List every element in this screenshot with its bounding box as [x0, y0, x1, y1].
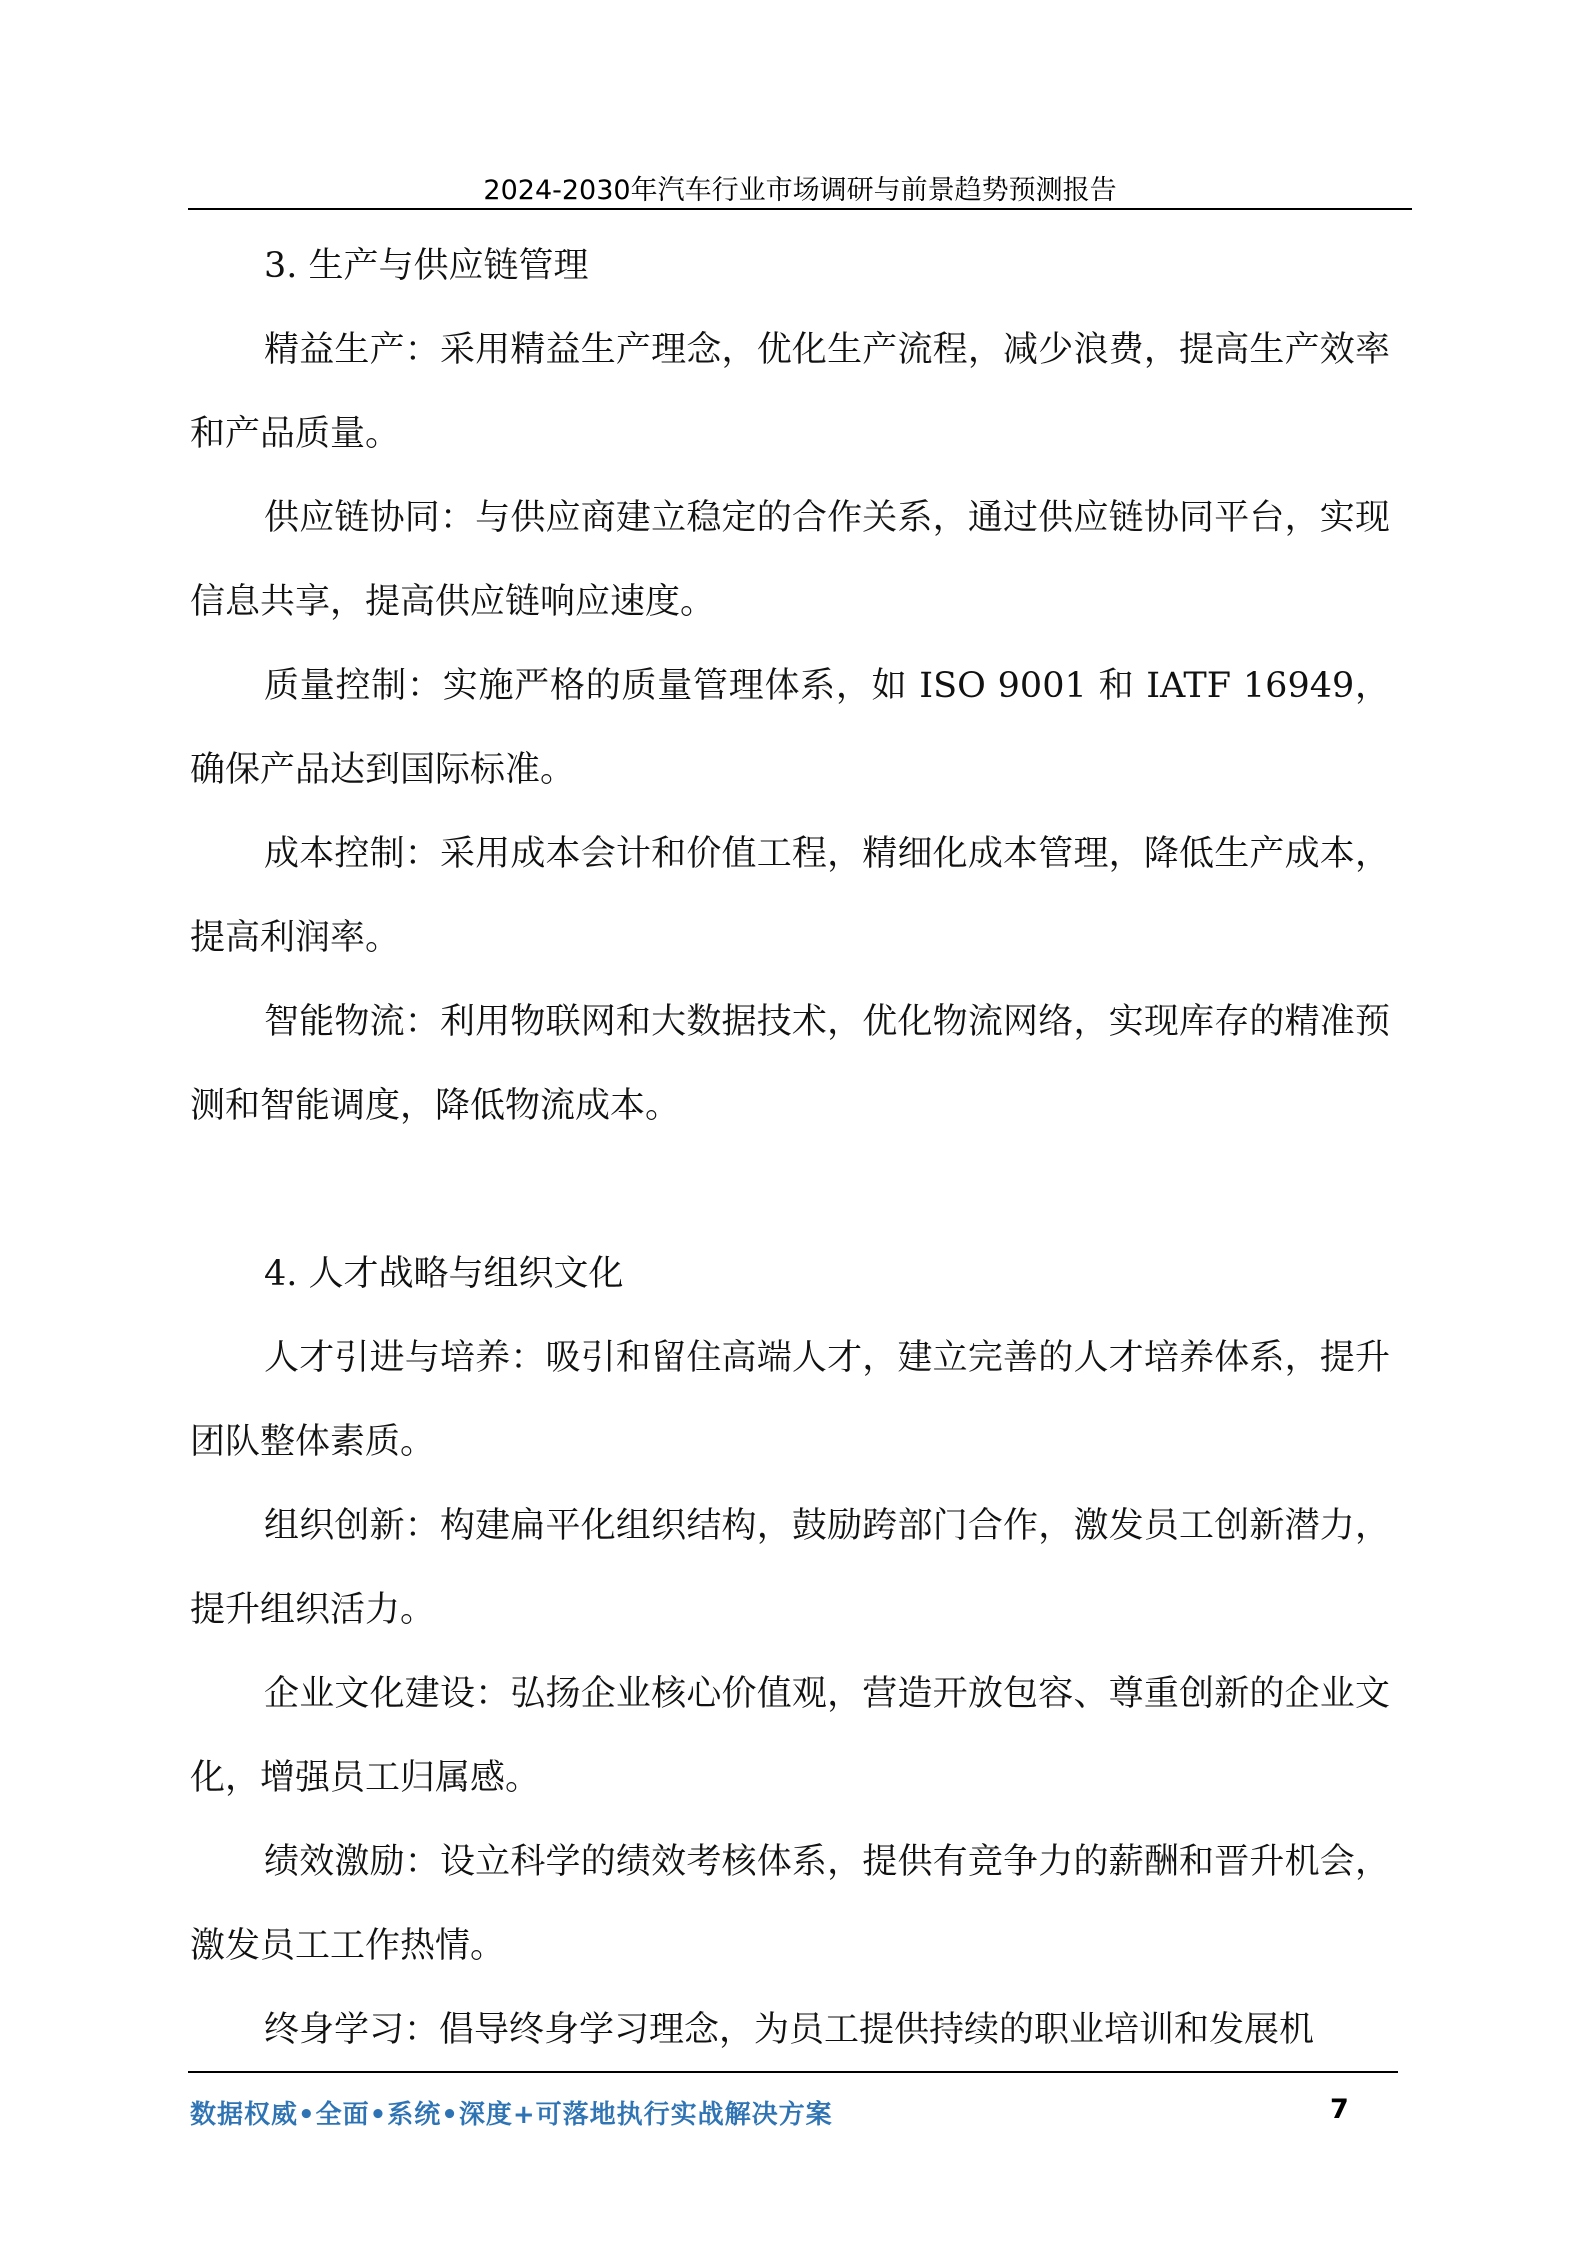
header-divider — [188, 208, 1412, 210]
section-heading: 3. 生产与供应链管理 — [264, 246, 589, 286]
paragraph: 人才引进与培养：吸引和留住高端人才，建立完善的人才培养体系，提升团队整体素质。 — [190, 1338, 1390, 1462]
section-talent-culture — [190, 1232, 1390, 2072]
section-spacer — [190, 1148, 1390, 1232]
paragraph: 组织创新：构建扁平化组织结构，鼓励跨部门合作，激发员工创新潜力，提升组织活力。 — [190, 1506, 1390, 1630]
page-number: 7 — [1330, 2094, 1349, 2125]
paragraph: 智能物流：利用物联网和大数据技术，优化物流网络，实现库存的精准预测和智能调度，降低物流成本。 — [190, 1002, 1390, 1126]
paragraph: 供应链协同：与供应商建立稳定的合作关系，通过供应链协同平台，实现信息共享，提高供应链响应速度。 — [190, 498, 1390, 622]
paragraph: 绩效激励：设立科学的绩效考核体系，提供有竞争力的薪酬和晋升机会，激发员工工作热情。 — [190, 1842, 1390, 1966]
paragraph: 质量控制：实施严格的质量管理体系，如 ISO 9001 和 IATF 16949，确保产品达到国际标准。 — [190, 666, 1390, 790]
paragraph: 企业文化建设：弘扬企业核心价值观，营造开放包容、尊重创新的企业文化，增强员工归属感。 — [190, 1674, 1390, 1798]
paragraph: 终身学习：倡导终身学习理念，为员工提供持续的职业培训和发展机 — [264, 2010, 1315, 2050]
report-title: 2024-2030年汽车行业市场调研与前景趋势预测报告 — [483, 175, 1117, 206]
footer-divider — [188, 2071, 1398, 2073]
section-production-supply-chain — [190, 224, 1390, 1148]
paragraph: 精益生产：采用精益生产理念，优化生产流程，减少浪费，提高生产效率和产品质量。 — [190, 330, 1390, 454]
section-heading: 4. 人才战略与组织文化 — [264, 1254, 624, 1294]
paragraph: 成本控制：采用成本会计和价值工程，精细化成本管理，降低生产成本，提高利润率。 — [190, 834, 1390, 958]
page-body — [190, 224, 1390, 2072]
footer-slogan: 数据权威•全面•系统•深度+可落地执行实战解决方案 — [190, 2100, 833, 2130]
